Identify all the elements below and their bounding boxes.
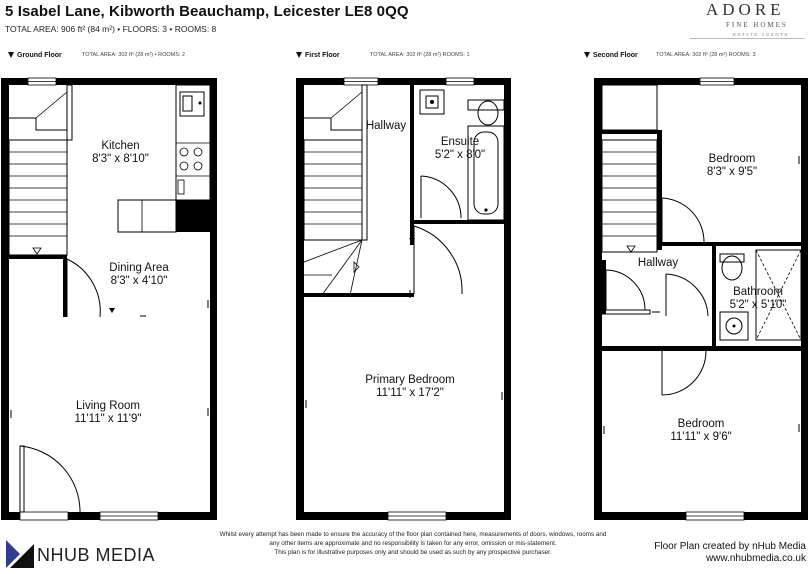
room-primary-bedroom — [350, 374, 470, 400]
room-name: Kitchen — [101, 140, 140, 152]
room-size: 5'2" x 5'10" — [729, 299, 787, 311]
agent-logo-name: ADORE — [706, 0, 785, 19]
room-name: Living Room — [76, 400, 140, 412]
room-living-room — [60, 400, 156, 426]
agent-logo-subline: ESTATE AGENTS — [733, 32, 789, 37]
room-size: 11'11" x 17'2" — [376, 387, 444, 399]
room-dining-area — [94, 262, 184, 288]
room-name: Hallway — [637, 257, 679, 269]
room-size: 11'11" x 11'9" — [74, 413, 142, 425]
floor-label-first: First Floor — [296, 52, 340, 59]
floor-label-second: Second Floor — [584, 52, 638, 59]
nhub-logo-icon — [4, 538, 36, 570]
room-size: 8'3" x 8'10" — [92, 153, 149, 165]
property-summary: TOTAL AREA: 906 ft² (84 m²) • FLOORS: 3 • ROOMS: 8 — [5, 24, 217, 34]
room-size: 5'2" x 8'0" — [434, 149, 486, 161]
room-ensuite — [418, 136, 502, 162]
room-size: 8'3" x 9'5" — [706, 166, 758, 178]
room-kitchen — [78, 140, 163, 166]
nhub-brand-name: NHUB MEDIA — [37, 545, 156, 565]
room-hallway-second — [628, 257, 688, 270]
room-name: Ensuite — [440, 136, 480, 148]
credit-website-link[interactable]: www.nhubmedia.co.uk — [705, 553, 806, 564]
room-hallway-first — [360, 120, 412, 133]
disclaimer: Whilst every attempt has been made to ensure the accuracy of the floor plan contained here, measurements of doors, windows, rooms and any other items are approximate and no responsibility is taken for any error, omission or mis-statement. This plan is for illustrative purposes only and should be used as such by any prospective purchaser. — [219, 531, 607, 556]
floor-info-second: TOTAL AREA: 302 ft² (28 m²) ROOMS: 3 — [656, 52, 756, 58]
room-name: Hallway — [365, 120, 407, 132]
floorplan-credit: Floor Plan created by nHub Media www.nhubmedia.co.uk — [638, 541, 806, 565]
room-name: Bedroom — [677, 418, 725, 430]
room-name: Dining Area — [109, 262, 169, 274]
page-title: 5 Isabel Lane, Kibworth Beauchamp, Leicester LE8 0QQ — [5, 3, 409, 20]
room-size: 8'3" x 4'10" — [110, 275, 168, 287]
room-name: Bathroom — [733, 286, 783, 298]
room-size: 11'11" x 9'6" — [670, 431, 732, 443]
room-name: Primary Bedroom — [365, 374, 455, 386]
floor-label-ground: Ground Floor — [8, 52, 62, 59]
floor-info-ground: TOTAL AREA: 302 ft² (28 m²) • ROOMS: 2 — [82, 52, 185, 58]
floor-info-first: TOTAL AREA: 302 ft² (28 m²) ROOMS: 1 — [370, 52, 470, 58]
room-bathroom — [716, 286, 800, 312]
room-bedroom-top — [690, 153, 774, 179]
room-bedroom-bottom — [654, 418, 748, 444]
agent-logo-tagline: FINE HOMES — [726, 21, 788, 29]
room-name: Bedroom — [708, 153, 756, 165]
